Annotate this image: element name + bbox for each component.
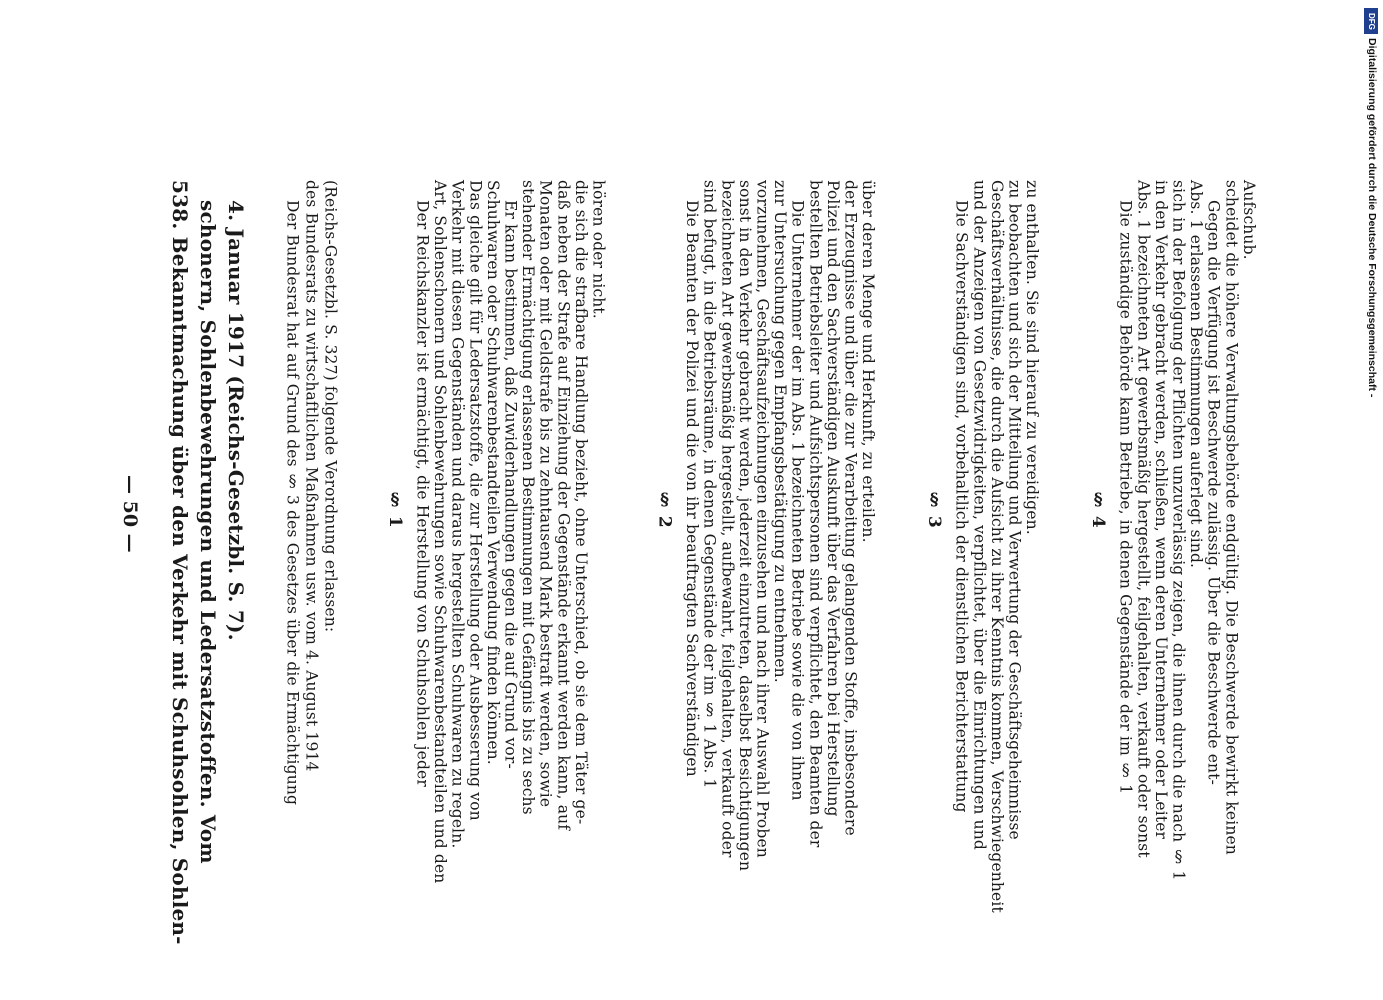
section-heading: § 2 bbox=[654, 490, 675, 528]
section-line: die sich die strafbare Handlung bezieht, ohne Unterschied, ob sie dem Täter ge- bbox=[571, 180, 590, 825]
title-line: schonern, Sohlenbewehrungen und Ledersatzstoffen. Vom bbox=[196, 200, 220, 864]
section-line: Polizei und den Sachverständigen Auskunft über das Verfahren bei Herstellung bbox=[823, 180, 842, 817]
section-line: vorzunehmen, Geschäftsaufzeichnungen einzusehen und nach ihrer Auswahl Proben bbox=[753, 180, 772, 858]
section-line: Das gleiche gilt für Ledersatzstoffe, die zur Herstellung oder Ausbesserung von bbox=[466, 180, 485, 821]
title-line: 4. Januar 1917 (Reichs-Gesetzbl. S. 7). bbox=[224, 200, 248, 641]
section-line: sind befugt, in die Betriebsräume, in denen Gegenstände der im § 1 Abs. 1 bbox=[700, 180, 719, 789]
section-line: scheidet die höhere Verwaltungsbehörde endgültig. Die Beschwerde bewirkt keinen bbox=[1222, 180, 1241, 855]
section-line: Die Unternehmer der im Abs. 1 bezeichneten Betriebe sowie die von ihnen bbox=[788, 200, 807, 801]
intro-line: (Reichs-Gesetzbl. S. 327) folgende Verordnung erlassen: bbox=[321, 180, 340, 633]
section-line: sich in der Befolgung der Pflichten unzuverlässig zeigen, die ihnen durch die nach § 1 bbox=[1169, 180, 1188, 881]
section-line: Die Beamten der Polizei und die von ihr beauftragten Sachverständigen bbox=[683, 200, 702, 777]
section-line: Schuhwaren oder Schuhwarenbestandteilen Verwendung finden können. bbox=[483, 180, 502, 765]
section-line: und der Anzeigen von Gesetzwidrigkeiten, verpflichtet, über die Einrichtungen und bbox=[970, 180, 989, 850]
intro-line: Der Bundesrat hat auf Grund des § 3 des Gesetzes über die Ermächtigung bbox=[283, 200, 302, 806]
page-number: — 50 — bbox=[119, 475, 141, 553]
section-line: daß neben der Strafe auf Einziehung der Gegenstände erkannt werden kann, auf bbox=[554, 180, 573, 831]
section-line: Monaten oder mit Geldstrafe bis zu zehntausend Mark bestraft werden, sowie bbox=[536, 180, 555, 808]
section-line: Er kann bestimmen, daß Zuwiderhandlungen gegen die auf Grund vor- bbox=[501, 200, 520, 769]
section-line: zu beobachten und sich der Mitteilung und Verwertung der Geschäftsgeheimnisse bbox=[1005, 180, 1024, 840]
section-line: Abs. 1 bezeichneten Art gewerbsmäßig hergestellt, feilgehalten, verkauft oder sonst bbox=[1134, 180, 1153, 858]
section-line: Geschäftsverhältnisse, die durch die Aufsicht zu ihrer Kenntnis kommen, Verschwiegenheit bbox=[987, 180, 1006, 913]
section-heading: § 3 bbox=[924, 490, 945, 528]
section-line: Aufschub. bbox=[1239, 180, 1258, 260]
section-line: bestellten Betriebsleiter und Aufsichtspersonen sind verpflichtet, den Beamten der bbox=[806, 180, 825, 848]
section-line: Art, Sohlenschonern und Sohlenbewehrungen sowie Schuhwarenbestandteilen und den bbox=[431, 180, 450, 884]
dfg-logo: DFG bbox=[1364, 8, 1378, 34]
digitization-credit: Digitalisierung gefördert durch die Deutsche Forschungsgemeinschaft - bbox=[1366, 38, 1378, 398]
section-line: bezeichneten Art gewerbsmäßig hergestellt, aufbewahrt, feilgehalten, verkauft oder bbox=[718, 180, 737, 858]
section-line: Verkehr mit diesen Gegenständen und daraus hergestellten Schuhwaren zu regeln. bbox=[448, 180, 467, 849]
section-heading: § 4 bbox=[1088, 490, 1109, 528]
section-line: über deren Menge und Herkunft, zu erteilen. bbox=[859, 180, 878, 543]
section-line: stehender Ermächtigung erlassenen Bestimmungen mit Gefängnis bis zu sechs bbox=[519, 180, 538, 815]
section-line: Abs. 1 erlassenen Bestimmungen auferlegt sind. bbox=[1187, 180, 1206, 569]
section-line: sonst in den Verkehr gebracht werden, jederzeit einzutreten, daselbst Besichtigungen bbox=[735, 180, 754, 872]
section-line: Die zuständige Behörde kann Betriebe, in denen Gegenstände der im § 1 bbox=[1116, 200, 1135, 795]
section-heading: § 1 bbox=[385, 490, 405, 528]
intro-line: des Bundesrats zu wirtschaftlichen Maßnahmen usw. vom 4. August 1914 bbox=[302, 180, 321, 772]
section-line: hören oder nicht. bbox=[589, 180, 608, 319]
section-line: in den Verkehr gebracht werden, schließen, wenn deren Unternehmer oder Leiter bbox=[1151, 180, 1170, 840]
section-line: Gegen die Verfügung ist Beschwerde zulässig. Über die Beschwerde ent- bbox=[1204, 200, 1223, 785]
section-line: Die Sachverständigen sind, vorbehaltlich der dienstlichen Berichterstattung bbox=[952, 200, 971, 813]
section-line: Der Reichskanzler ist ermächtigt, die Herstellung von Schuhsohlen jeder bbox=[413, 200, 432, 787]
section-line: zu enthalten. Sie sind hierauf zu vereidigen. bbox=[1023, 180, 1042, 535]
section-line: zur Untersuchung gegen Empfangsbestätigung zu entnehmen. bbox=[771, 180, 790, 683]
section-line: der Erzeugnisse und über die zur Verarbeitung gelangenden Stoffe, insbesondere bbox=[841, 180, 860, 836]
title-line: 538. Bekanntmachung über den Verkehr mit Schuhsohlen, Sohlen- bbox=[168, 180, 192, 945]
